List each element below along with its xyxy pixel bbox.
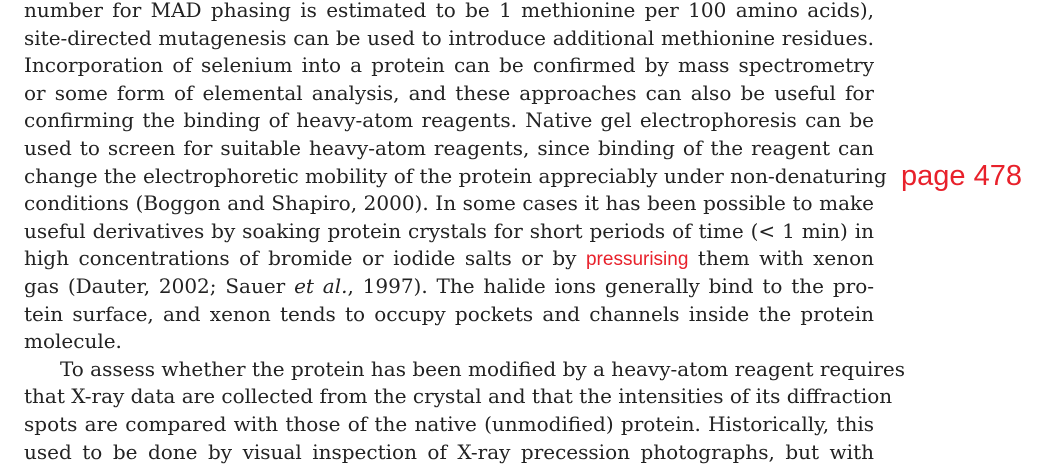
text-line: change the electrophoretic mobility of the protein appreciably under non-denaturing [24, 163, 887, 188]
text-line: used to be done by visual inspection of X-ray precession photographs, but with [24, 439, 874, 464]
text-line: spots are compared with those of the native (unmodified) protein. Historically, this [24, 411, 874, 436]
text-segment: high concentrations of bromide or iodide salts or by [24, 246, 586, 271]
text-line: useful derivatives by soaking protein crystals for short periods of time (< 1 min) in [24, 218, 874, 243]
text-line: site-directed mutagenesis can be used to introduce additional methionine residues. [24, 25, 874, 50]
text-line: number for MAD phasing is estimated to be 1 methionine per 100 amino acids), [24, 0, 874, 22]
text-line [24, 273, 874, 301]
text-line: molecule. [24, 329, 122, 354]
text-line: used to screen for suitable heavy-atom reagents, since binding of the reagent can [24, 135, 874, 160]
text-line: conditions (Boggon and Shapiro, 2000). In some cases it has been possible to make [24, 191, 874, 216]
text-segment: , 1997). The halide ions generally bind to the pro- [347, 273, 874, 298]
text-line: that X-ray data are collected from the crystal and that the intensities of its diffraction [24, 384, 893, 409]
text-line: Incorporation of selenium into a protein can be confirmed by mass spectrometry [24, 53, 874, 78]
text-line: confirming the binding of heavy-atom reagents. Native gel electrophoresis can be [24, 108, 874, 133]
text-line [24, 245, 874, 273]
inserted-word-annotation: pressurising [585, 249, 689, 271]
text-line: tein surface, and xenon tends to occupy pockets and channels inside the protein [24, 301, 874, 326]
text-segment: gas (Dauter, 2002; Sauer [24, 273, 295, 298]
body-text [24, 0, 905, 466]
text-line: or some form of elemental analysis, and these approaches can also be useful for [24, 80, 874, 105]
text-segment: them with xenon [688, 246, 874, 271]
page-number-annotation: page 478 [901, 160, 1022, 192]
text-line: To assess whether the protein has been modified by a heavy-atom reagent requires [60, 356, 905, 381]
italic-citation: et al. [294, 273, 348, 298]
